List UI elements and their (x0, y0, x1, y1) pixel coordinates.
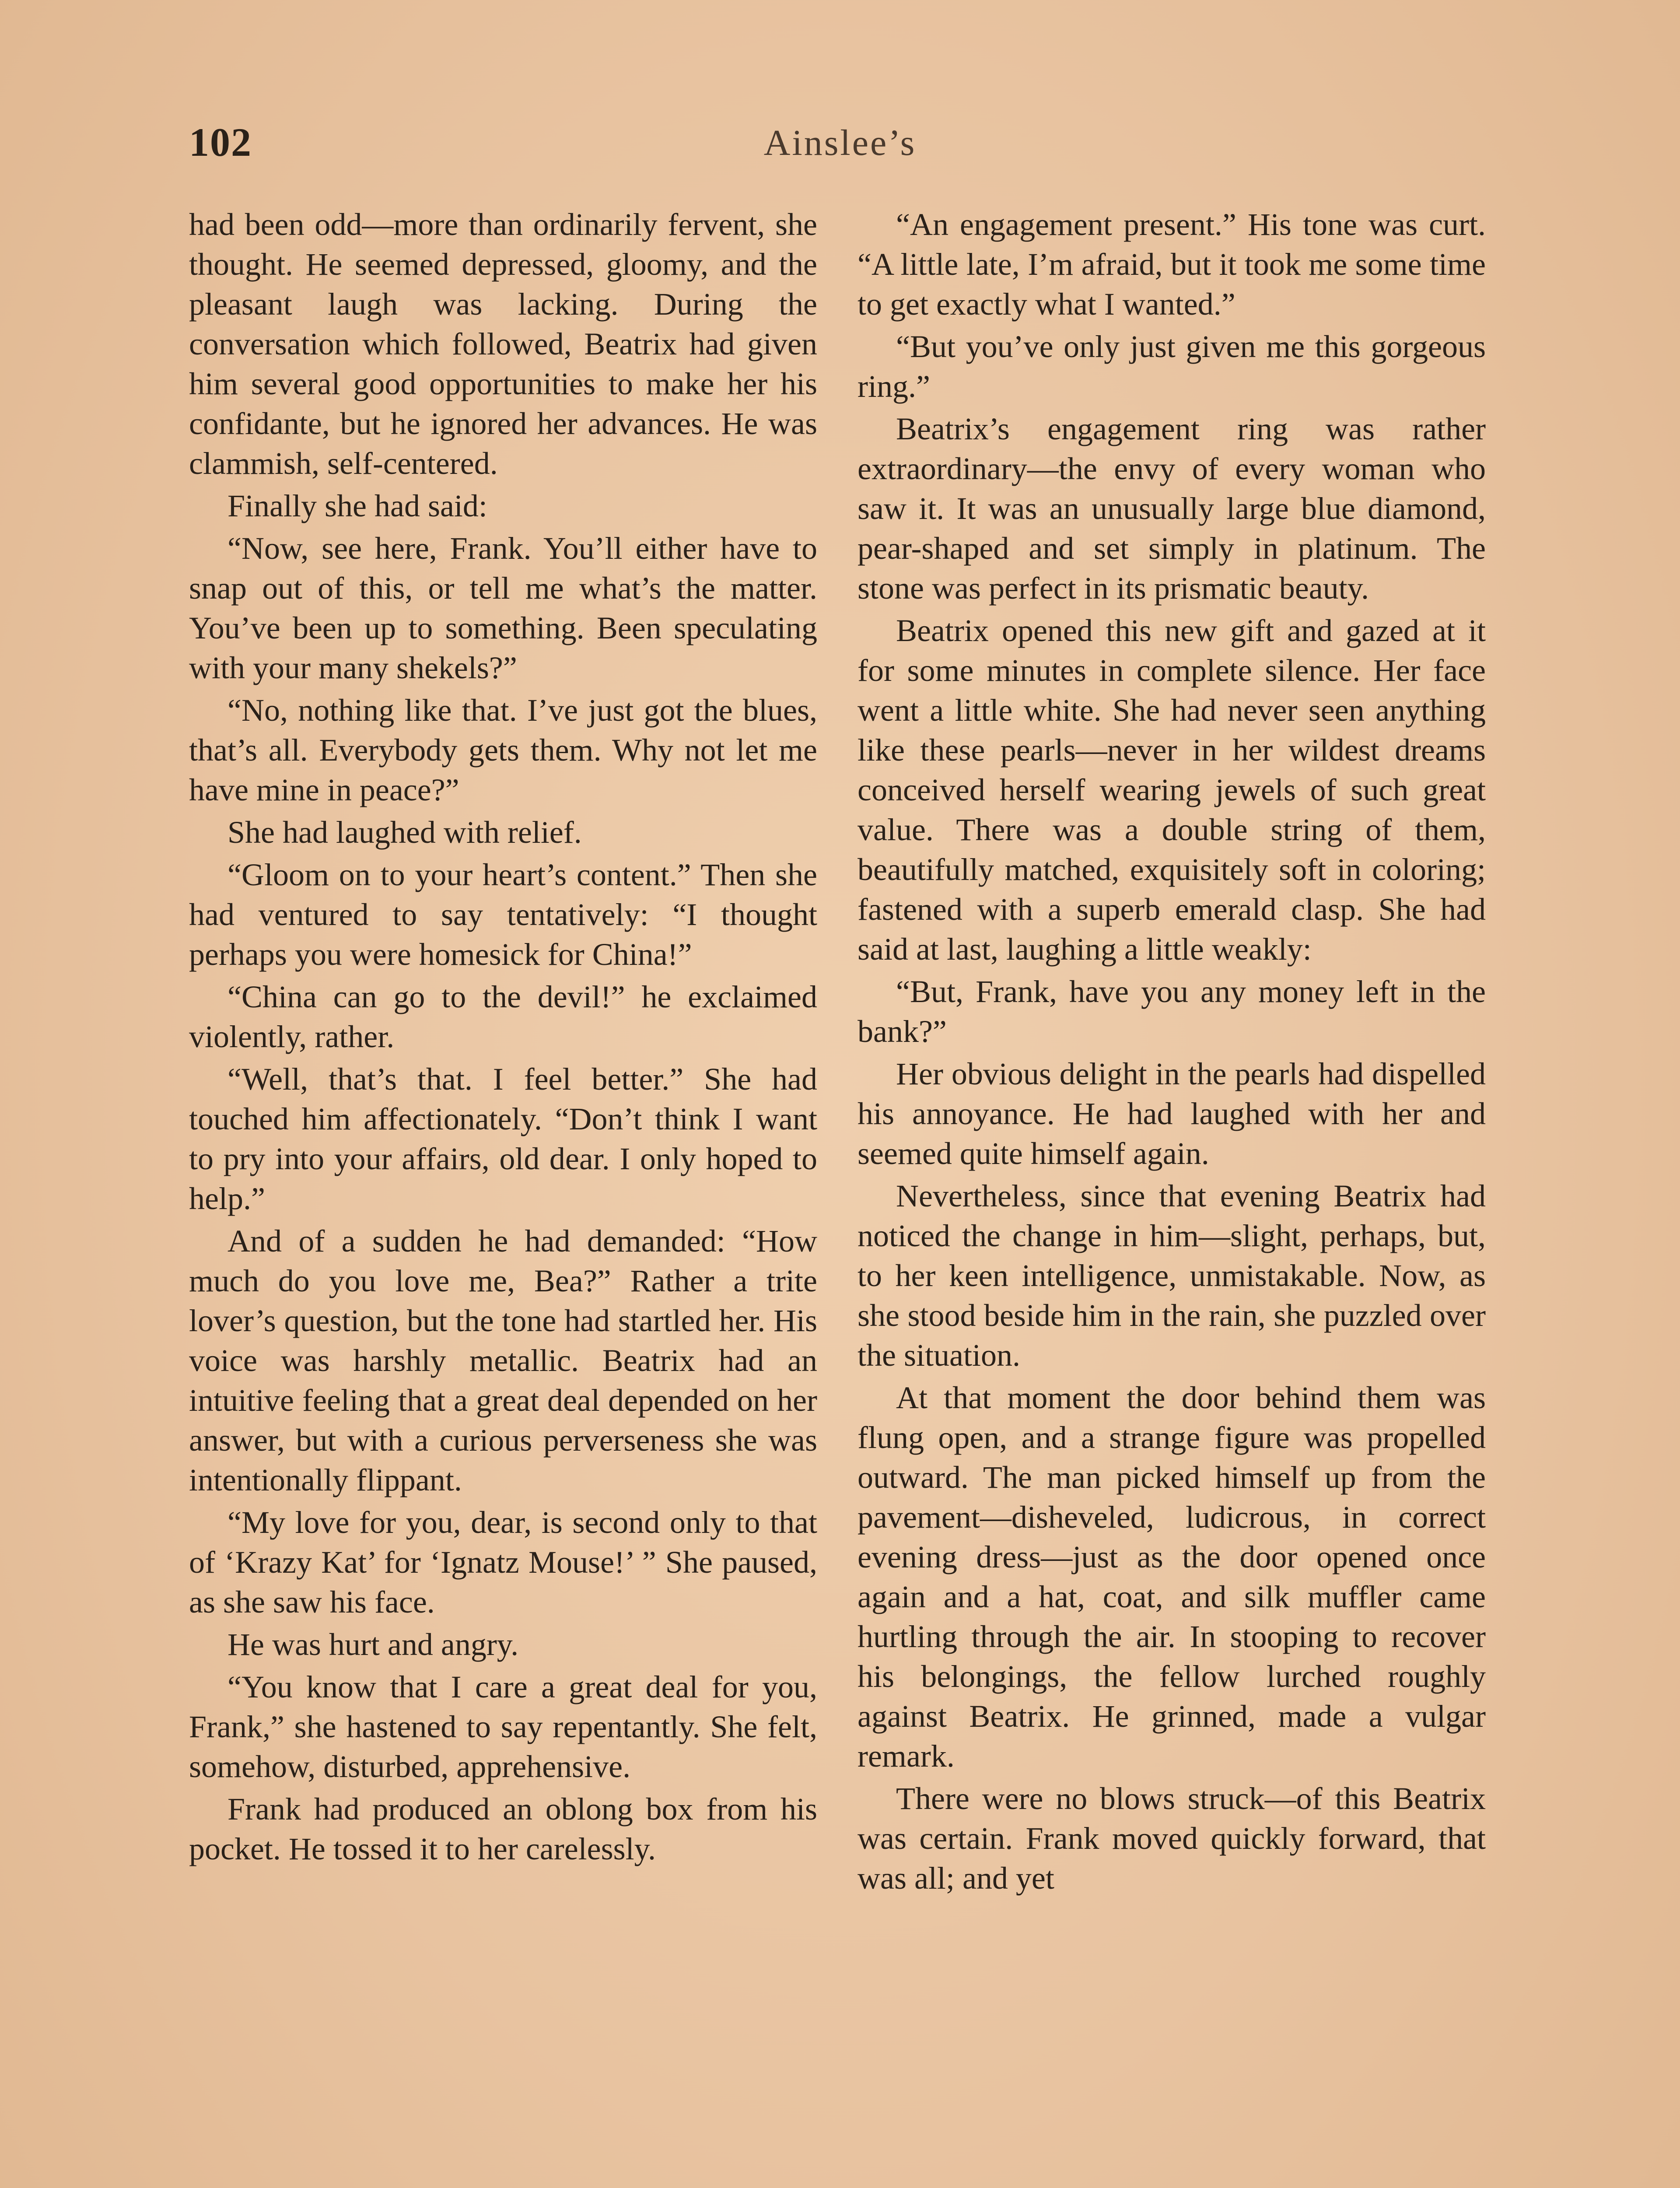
paragraph: “But, Frank, have you any money left in the bank?” (858, 974, 1486, 1049)
paragraph: And of a sudden he had demanded: “How much do you love me, Bea?” Rather a trite lover’s question, but the tone had startled her. His voice was harshly metallic. Beatrix had an intuitive feeling that a great deal depended on her answer, but with a curious perverseness she was intentionally flippant. (189, 1224, 817, 1497)
paragraph: Beatrix opened this new gift and gazed at it for some minutes in complete silence. Her face went a little white. She had never seen anything like these pearls—never in her wildest dreams conceived herself wearing jewels of such great value. There was a double string of them, beautifully matched, exquisitely soft in coloring; fastened with a superb emerald clasp. She had said at last, laughing a little weakly: (858, 613, 1486, 967)
running-head-title: Ainslee’s (763, 123, 917, 163)
paragraph: “Gloom on to your heart’s content.” Then she had ventured to say tentatively: “I thought perhaps you were homesick for China!” (189, 857, 817, 972)
paragraph: Nevertheless, since that evening Beatrix had noticed the change in him—slight, perhaps, but, to her keen intelligence, unmistakable. Now, as she stood beside him in the rain, she puzzled over the situation. (858, 1178, 1486, 1373)
page-number: 102 (189, 120, 252, 165)
paragraph: Frank had produced an oblong box from his pocket. He tossed it to her carelessly. (189, 1792, 817, 1866)
paragraph: Finally she had said: (228, 488, 487, 523)
paragraph: “Well, that’s that. I feel better.” She had touched him affectionately. “Don’t think I want to pry into your affairs, old dear. I only hoped to help.” (189, 1062, 817, 1216)
paragraph: There were no blows struck—of this Beatrix was certain. Frank moved quickly forward, that was all; and yet (858, 1781, 1486, 1896)
paragraph: had been odd—more than ordinarily fervent, she thought. He seemed depressed, gloomy, and the pleasant laugh was lacking. During the conversation which followed, Beatrix had given him several good opportunities to make her his confidante, but he ignored her advances. He was clammish, self-centered. (189, 207, 817, 481)
paragraph: “But you’ve only just given me this gorgeous ring.” (858, 329, 1486, 404)
paragraph: “You know that I care a great deal for you, Frank,” she hastened to say repentantly. She felt, somehow, disturbed, apprehensive. (189, 1669, 817, 1784)
paragraph: “Now, see here, Frank. You’ll either have to snap out of this, or tell me what’s the matter. You’ve been up to something. Been speculating with your many shekels?” (189, 531, 817, 685)
paragraph: Beatrix’s engagement ring was rather extraordinary—the envy of every woman who saw it. It was an unusually large blue diamond, pear-shaped and set simply in platinum. The stone was perfect in its prismatic beauty. (858, 411, 1486, 606)
paragraph: “No, nothing like that. I’ve just got the blues, that’s all. Everybody gets them. Why not let me have mine in peace?” (189, 693, 817, 807)
paragraph: “China can go to the devil!” he exclaimed violently, rather. (189, 979, 817, 1054)
paragraph: Her obvious delight in the pearls had dispelled his annoyance. He had laughed with her and seemed quite himself again. (858, 1056, 1486, 1171)
paragraph: “An engagement present.” His tone was curt. “A little late, I’m afraid, but it took me some time to get exactly what I wanted.” (858, 207, 1486, 322)
paragraph: At that moment the door behind them was flung open, and a strange figure was propelled outward. The man picked himself up from the pavement—disheveled, ludicrous, in correct evening dress—just as the door opened once again and a hat, coat, and silk muffler came hurtling through the air. In stooping to recover his belongings, the fellow lurched roughly against Beatrix. He grinned, made a vulgar remark. (858, 1380, 1486, 1774)
right-text-column (858, 205, 1486, 1901)
paragraph: She had laughed with relief. (228, 815, 582, 850)
left-text-column (189, 205, 817, 1872)
paragraph: He was hurt and angry. (228, 1627, 519, 1662)
paragraph: “My love for you, dear, is second only to that of ‘Krazy Kat’ for ‘Ignatz Mouse!’ ” She paused, as she saw his face. (189, 1505, 817, 1620)
